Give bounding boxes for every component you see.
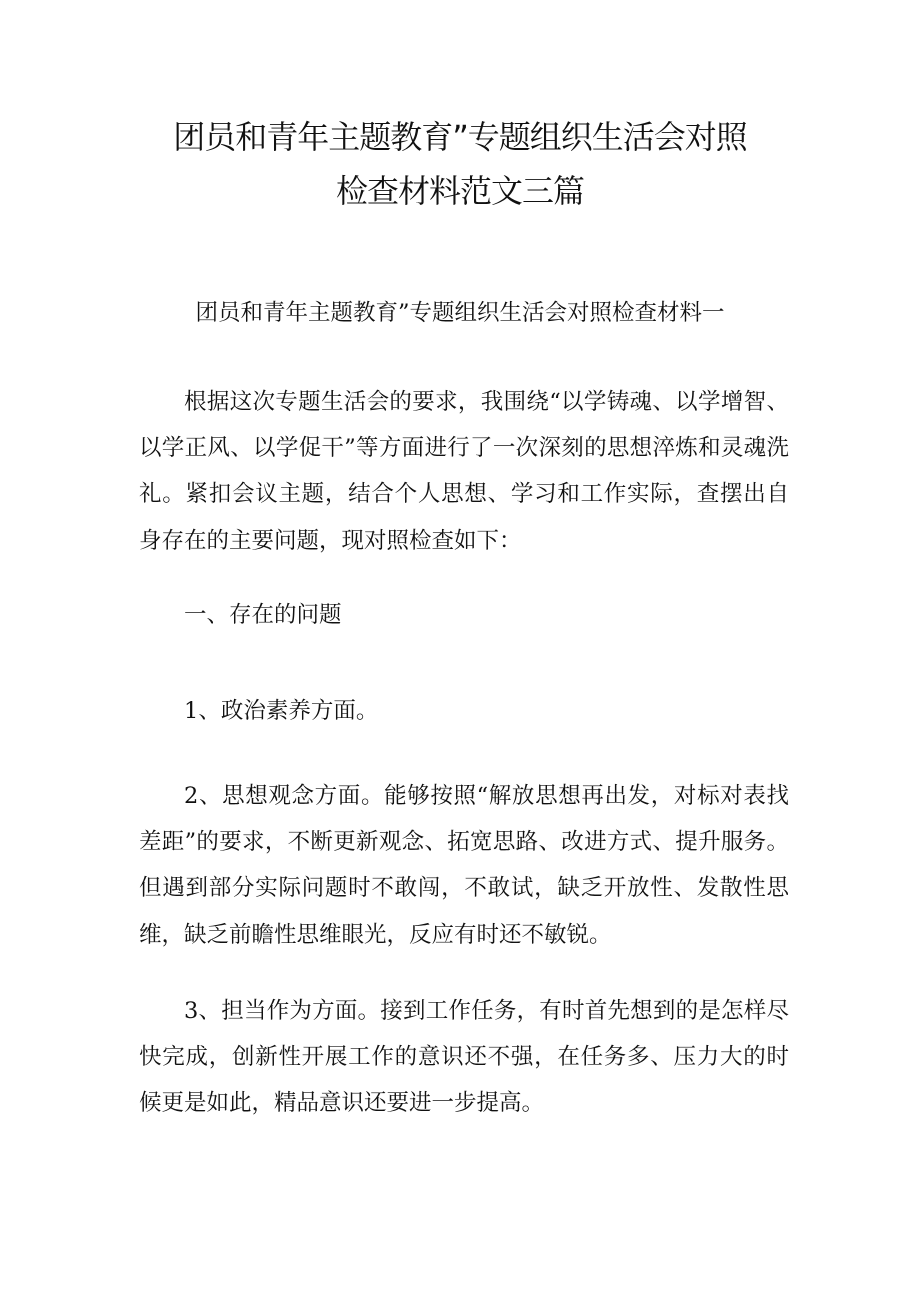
section-heading-problems: 一、存在的问题 <box>184 602 342 628</box>
item-paragraph-responsibility: 3、担当作为方面。接到工作任务，有时首先想到的是怎样尽快完成，创新性开展工作的意识还不强，在任务多、压力大的时候更是如此，精品意识还要进一步提高。 <box>139 998 789 1117</box>
item-paragraph-thinking: 2、思想观念方面。能够按照“解放思想再出发，对标对表找差距”的要求，不断更新观念、拓宽思路、改进方式、提升服务。但遇到部分实际问题时不敢闯，不敢试，缺乏开放性、发散性思维，缺乏前瞻性思维眼光，反应有时还不敏锐。 <box>139 783 789 948</box>
title-line-2: 检查材料范文三篇 <box>335 172 584 210</box>
item-heading-political: 1、政治素养方面。 <box>184 698 379 724</box>
intro-paragraph: 根据这次专题生活会的要求，我围绕“以学铸魂、以学增智、以学正风、以学促干”等方面进行了一次深刻的思想淬炼和灵魂洗礼。紧扣会议主题，结合个人思想、学习和工作实际，查摆出自身存在的主要问题，现对照检查如下： <box>139 389 789 554</box>
document-title <box>100 110 820 218</box>
title-line-1: 团员和青年主题教育”专题组织生活会对照 <box>173 118 747 156</box>
document-subtitle: 团员和青年主题教育”专题组织生活会对照检查材料一 <box>195 300 725 326</box>
